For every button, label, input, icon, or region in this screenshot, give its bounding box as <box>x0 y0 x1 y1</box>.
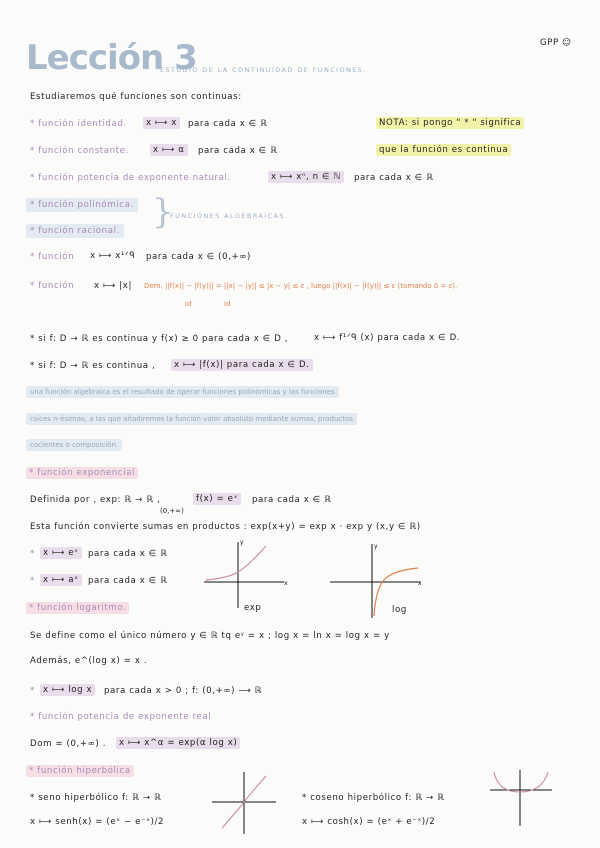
coseno-hiperbolico-def: x ⟼ cosh(x) = (eˣ + e⁻ˣ)/2 <box>302 817 436 827</box>
potencia-real-expr: x ⟼ x^α = exp(α log x) <box>116 737 240 749</box>
potencia-real-heading: * función potencia de exponente real <box>30 712 212 722</box>
exp-item-1: x ⟼ eˣ <box>40 547 82 559</box>
note-line-2: que la función es continua <box>376 144 511 156</box>
property-root: * si f: D → ℝ es continua y f(x) ≥ 0 para cada x ∈ D , <box>30 334 289 344</box>
potencia-real-domain: Dom = (0,+∞) . <box>30 739 107 749</box>
property-root-result: x ⟼ f¹ᐟᑫ (x) para cada x ∈ D. <box>314 333 461 343</box>
proof-id-mark-2: id <box>224 300 231 308</box>
item-raiz-rest: para cada x ∈ (0,+∞) <box>146 252 251 262</box>
exp-item-2-star: * <box>30 576 35 586</box>
exp-item-2-rest: para cada x ∈ ℝ <box>88 576 168 586</box>
svg-text:y: y <box>374 543 378 550</box>
svg-text:x: x <box>284 580 288 587</box>
property-abs: * si f: D → ℝ es continua , <box>30 361 156 371</box>
exponencial-property: Esta función convierte sumas en productos : exp(x+y) = exp x · exp y (x,y ∈ ℝ) <box>30 522 421 532</box>
svg-text:x: x <box>418 580 422 587</box>
item-polinomica: * función polinómica. <box>26 198 138 212</box>
item-identidad-expr: x ⟼ x <box>143 117 180 129</box>
author-mark: GPP ☺ <box>540 38 572 48</box>
item-identidad-label: * función identidad. <box>30 119 127 129</box>
exponencial-formula: f(x) = eˣ <box>193 493 241 505</box>
exp-item-2: x ⟼ aˣ <box>40 574 82 586</box>
seno-hiperbolico-def: x ⟼ senh(x) = (eˣ − e⁻ˣ)/2 <box>30 817 165 827</box>
item-constante-label: * función constante. <box>30 146 129 156</box>
coseno-hiperbolico: * coseno hiperbólico f: ℝ → ℝ <box>302 793 445 803</box>
item-potencia-rest: para cada x ∈ ℝ <box>354 173 434 183</box>
exp-graph-label: exp <box>244 603 262 613</box>
item-identidad-rest: para cada x ∈ ℝ <box>188 119 268 129</box>
logaritmo-heading: * función logaritmo. <box>26 602 129 614</box>
item-raiz-expr: x ⟼ x¹ᐟᑫ <box>90 251 136 261</box>
item-racional: * función racional. <box>26 224 124 238</box>
exp-item-1-rest: para cada x ∈ ℝ <box>88 549 168 559</box>
logaritmo-ademas: Además, e^(log x) = x . <box>30 656 148 666</box>
sinh-graph <box>208 770 280 836</box>
logaritmo-def: Se define como el único número y ∈ ℝ tq eʸ = x ; log x = ln x = log x = y <box>30 631 390 641</box>
definition-line-3: cocientes o composición. <box>26 439 122 451</box>
cosh-graph <box>486 768 556 828</box>
log-graph-label: log <box>392 605 407 615</box>
item-abs-label: * función <box>30 281 75 291</box>
exponencial-heading: * función exponencial <box>26 467 138 479</box>
log-graph <box>326 540 426 622</box>
property-abs-expr: x ⟼ |f(x)| para cada x ∈ D. <box>171 359 313 371</box>
item-potencia-label: * función potencia de exponente natural. <box>30 173 231 183</box>
item-raiz-label: * función <box>30 252 75 262</box>
algebraicas-label: FUNCIONES ALGEBRAICAS. <box>170 212 289 220</box>
proof-id-mark-1: id <box>185 300 192 308</box>
item-abs-proof: Dem. ||f(x)| − |f(y)|| = ||x| − |y|| ≤ |x − y| ≤ ε , luego ||f(x)| − |f(y)|| ≤ ε (tomando δ = ε). <box>144 282 458 290</box>
exponencial-domain: para cada x ∈ ℝ <box>252 495 332 505</box>
note-line-1: NOTA: si pongo " * " significa <box>376 117 524 129</box>
log-item-rest: para cada x > 0 ; f: (0,+∞) ⟶ ℝ <box>104 686 263 696</box>
exponencial-codomain: (0,+∞) <box>160 507 184 515</box>
svg-text:y: y <box>240 539 244 546</box>
intro-text: Estudiaremos qué funciones son continuas: <box>30 92 242 102</box>
exponencial-def: Definida por , exp: ℝ → ℝ , <box>30 495 161 505</box>
hiperbolica-heading: * función hiperbólica <box>26 765 134 777</box>
definition-line-2: raíces n-ésimas, a las que añadiremos la función valor absoluto mediante sumas, productos <box>26 413 357 425</box>
log-item-star: * <box>30 686 35 696</box>
definition-line-1: una función algebraica es el resultado de operar funciones polinómicas y las funciones <box>26 386 339 398</box>
exp-item-1-star: * <box>30 549 35 559</box>
item-constante-expr: x ⟼ α <box>150 144 188 156</box>
page-title: Lección 3 <box>26 38 197 78</box>
log-item: x ⟼ log x <box>40 684 95 696</box>
brace-icon: } <box>152 192 174 232</box>
seno-hiperbolico: * seno hiperbólico f: ℝ → ℝ <box>30 793 162 803</box>
page-subtitle: ESTUDIO DE LA CONTINUIDAD DE FUNCIONES. <box>160 66 367 74</box>
item-abs-expr: x ⟼ |x| <box>94 281 132 291</box>
item-potencia-expr: x ⟼ xⁿ, n ∈ ℕ <box>268 171 344 183</box>
item-constante-rest: para cada x ∈ ℝ <box>198 146 278 156</box>
